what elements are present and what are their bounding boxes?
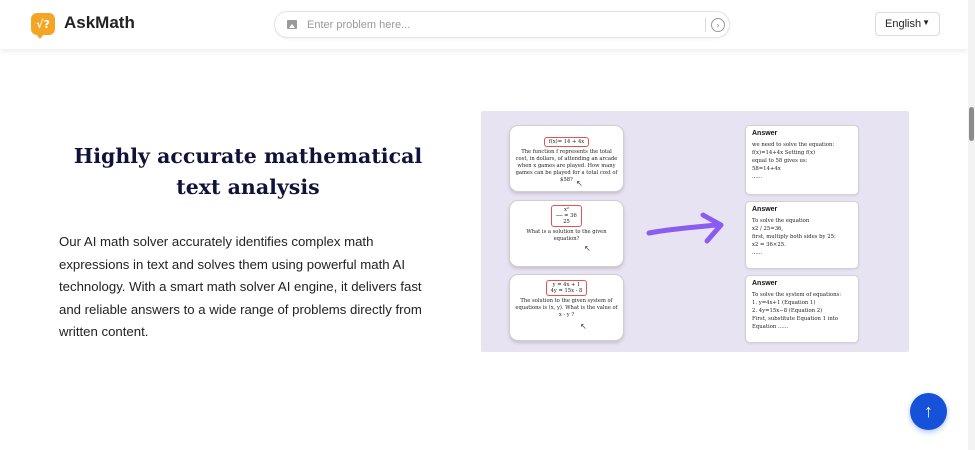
question-formula: x² ── = 36 25 <box>551 205 582 227</box>
answer-text: To solve the system of equations: 1. y=4x+1 (Equation 1) 2. 4y=15x−8 (Equation 2) First, substitute Equation 1 into Equation ...... <box>752 292 842 330</box>
image-upload-icon[interactable] <box>287 20 297 29</box>
brand-name[interactable]: AskMath <box>64 13 135 32</box>
answer-title: Answer <box>752 206 778 213</box>
scrollbar-thumb[interactable] <box>969 107 974 141</box>
question-text: What is a solution to the given equation? <box>526 229 607 242</box>
answer-card <box>745 125 859 195</box>
question-text: The function f represents the total cost, in dollars, of attending an arcade when x games are played. How many games can be played for a total cost of $58? <box>515 149 618 183</box>
feature-illustration <box>481 111 909 352</box>
question-card <box>509 125 624 192</box>
answer-card <box>745 201 859 269</box>
submit-arrow-icon[interactable]: › <box>711 18 725 32</box>
top-navigation-bar <box>0 0 968 49</box>
problem-search-input[interactable] <box>307 17 687 33</box>
mouse-cursor-icon: ↖ <box>580 322 587 331</box>
search-divider <box>705 18 706 32</box>
chevron-down-icon: ▼ <box>922 18 930 27</box>
arrow-right-icon <box>645 211 729 251</box>
mouse-cursor-icon: ↖ <box>584 244 591 253</box>
back-to-top-button[interactable] <box>910 393 947 430</box>
question-card <box>509 200 624 267</box>
question-formula: y = 4x + 1 4y = 15x - 8 <box>546 280 588 296</box>
question-text: The solution to the given system of equations is (x, y). What is the value of x - y ? <box>515 298 618 318</box>
answer-title: Answer <box>752 130 778 137</box>
language-select[interactable] <box>875 12 940 36</box>
search-bar <box>274 11 730 38</box>
page-scrollbar[interactable] <box>968 0 975 450</box>
answer-text: To solve the equation x2 / 25=36, first, multiply both sides by 25: x2 = 36×25. ...... <box>752 218 836 256</box>
answer-card <box>745 275 859 343</box>
answer-title: Answer <box>752 280 778 287</box>
feature-description: Our AI math solver accurately identifies complex math expressions in text and solves them using powerful math AI technology. With a smart math solver AI engine, it delivers fast and reliable answers to a wide range of problems directly from written content. <box>59 234 422 339</box>
answer-text: we need to solve the equation: f(x)=14+4x Setting f(x) equal to 58 gives us: 58=14+4x ...... <box>752 142 835 180</box>
question-card <box>509 274 624 341</box>
mouse-cursor-icon: ↖ <box>576 179 583 188</box>
askmath-logo-icon[interactable]: √? <box>31 13 55 35</box>
arrow-up-icon: ↑ <box>924 401 933 421</box>
language-select-label: English <box>885 18 922 30</box>
question-formula: f(x)= 14 + 4x <box>544 137 589 147</box>
feature-heading: Highly accurate mathematical text analysis <box>73 144 423 199</box>
